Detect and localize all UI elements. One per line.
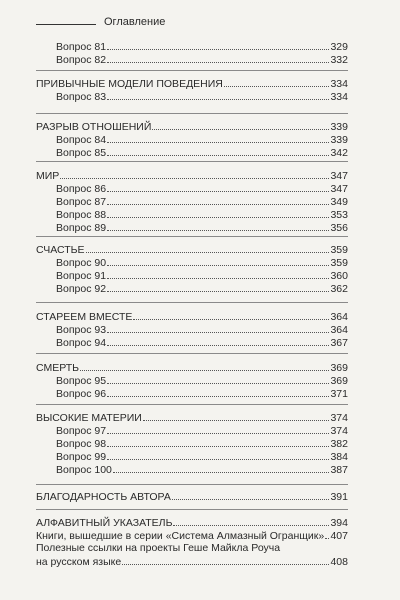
dot-leader xyxy=(107,256,329,266)
toc-entry xyxy=(36,555,348,568)
toc-page-number: 382 xyxy=(330,438,348,450)
toc-entry xyxy=(36,516,348,529)
toc-subentry xyxy=(56,146,348,159)
dot-leader xyxy=(107,195,329,205)
dot-leader xyxy=(172,490,330,500)
dot-leader xyxy=(224,77,330,87)
toc-entry-label: Вопрос 95 xyxy=(56,375,107,387)
toc-entry-label: Вопрос 96 xyxy=(56,388,107,400)
dot-leader xyxy=(107,40,329,50)
toc-page-number: 407 xyxy=(330,530,348,542)
toc-page-number: 332 xyxy=(330,54,348,66)
toc-entry xyxy=(36,542,348,555)
dot-leader xyxy=(107,437,329,447)
toc-page-number: 391 xyxy=(330,491,348,503)
toc-page-number: 339 xyxy=(330,134,348,146)
toc-subentry xyxy=(56,374,348,387)
section-divider xyxy=(36,70,348,71)
dot-leader xyxy=(107,323,329,333)
toc-entry xyxy=(36,490,348,503)
toc-page-number: 408 xyxy=(330,556,348,568)
toc-page-number: 339 xyxy=(330,121,348,133)
toc-subentry xyxy=(56,336,348,349)
dot-leader xyxy=(107,282,329,292)
toc-page-number: 360 xyxy=(330,270,348,282)
toc-entry-label: Вопрос 84 xyxy=(56,134,107,146)
dot-leader xyxy=(60,169,329,179)
section-divider xyxy=(36,404,348,405)
toc-entry xyxy=(36,310,348,323)
toc-entry xyxy=(36,411,348,424)
toc-entry-label: Вопрос 82 xyxy=(56,54,107,66)
dot-leader xyxy=(107,374,329,384)
toc-page-number: 356 xyxy=(330,222,348,234)
section-divider xyxy=(36,484,348,485)
toc-page-number: 329 xyxy=(330,41,348,53)
dot-leader xyxy=(80,361,329,371)
toc-subentry xyxy=(56,182,348,195)
toc-subentry xyxy=(56,323,348,336)
toc-entry-label: ПРИВЫЧНЫЕ МОДЕЛИ ПОВЕДЕНИЯ xyxy=(36,78,223,90)
toc-subentry xyxy=(56,133,348,146)
toc-page-number: 342 xyxy=(330,147,348,159)
section-divider xyxy=(36,161,348,162)
dot-leader xyxy=(143,411,330,421)
toc-page-number: 364 xyxy=(330,324,348,336)
toc-entry-label: Книги, вышедшие в серии «Система Алмазный Огранщик» xyxy=(36,530,325,542)
toc-entry xyxy=(36,243,348,256)
header-rule xyxy=(36,24,96,25)
toc-subentry xyxy=(56,437,348,450)
toc-entry-label: СЧАСТЬЕ xyxy=(36,244,85,256)
toc-page-number: 367 xyxy=(330,337,348,349)
toc-page-number: 334 xyxy=(330,91,348,103)
toc-entry-label: Вопрос 88 xyxy=(56,209,107,221)
toc-subentry xyxy=(56,256,348,269)
toc-subentry xyxy=(56,221,348,234)
toc-entry-label: МИР xyxy=(36,170,60,182)
toc-subentry xyxy=(56,195,348,208)
toc-entry-label: Вопрос 90 xyxy=(56,257,107,269)
toc-entry-label: СМЕРТЬ xyxy=(36,362,80,374)
toc-entry-label: Вопрос 92 xyxy=(56,283,107,295)
toc-entry-label: Вопрос 93 xyxy=(56,324,107,336)
dot-leader xyxy=(113,463,330,473)
toc-entry xyxy=(36,529,348,542)
toc-subentry xyxy=(56,90,348,103)
toc-page-number: 349 xyxy=(330,196,348,208)
toc-entry-label: ВЫСОКИЕ МАТЕРИИ xyxy=(36,412,142,424)
toc-entry xyxy=(36,77,348,90)
toc-entry-label: Вопрос 83 xyxy=(56,91,107,103)
toc-entry xyxy=(36,169,348,182)
toc-page-number: 371 xyxy=(330,388,348,400)
toc-entry-label: Вопрос 94 xyxy=(56,337,107,349)
section-divider xyxy=(36,113,348,114)
toc-entry-label: Вопрос 87 xyxy=(56,196,107,208)
toc-entry-label: Полезные ссылки на проекты Геше Майкла Роуча xyxy=(36,542,281,554)
toc-entry-label: РАЗРЫВ ОТНОШЕНИЙ xyxy=(36,121,152,133)
section-divider xyxy=(36,302,348,303)
toc-subentry xyxy=(56,450,348,463)
toc-subentry xyxy=(56,463,348,476)
toc-subentry xyxy=(56,208,348,221)
dot-leader xyxy=(107,133,329,143)
toc-subentry xyxy=(56,269,348,282)
toc-page-number: 364 xyxy=(330,311,348,323)
toc-page-number: 359 xyxy=(330,244,348,256)
toc-subentry xyxy=(56,387,348,400)
toc-page-number: 369 xyxy=(330,375,348,387)
dot-leader xyxy=(107,182,329,192)
toc-page-number: 369 xyxy=(330,362,348,374)
dot-leader xyxy=(107,221,329,231)
toc-subentry xyxy=(56,53,348,66)
dot-leader xyxy=(107,53,329,63)
toc-page-number: 353 xyxy=(330,209,348,221)
toc-subentry xyxy=(56,424,348,437)
dot-leader xyxy=(107,208,329,218)
section-divider xyxy=(36,236,348,237)
toc-entry-label: АЛФАВИТНЫЙ УКАЗАТЕЛЬ xyxy=(36,517,173,529)
dot-leader xyxy=(86,243,330,253)
dot-leader xyxy=(107,336,329,346)
toc-page-number: 362 xyxy=(330,283,348,295)
toc-entry-label: Вопрос 99 xyxy=(56,451,107,463)
dot-leader xyxy=(107,90,329,100)
toc-page-number: 334 xyxy=(330,78,348,90)
toc-page-number: 384 xyxy=(330,451,348,463)
toc-page-number: 387 xyxy=(330,464,348,476)
toc-entry-label: СТАРЕЕМ ВМЕСТЕ xyxy=(36,311,133,323)
toc-entry-label: БЛАГОДАРНОСТЬ АВТОРА xyxy=(36,491,171,503)
toc-entry-label: Вопрос 81 xyxy=(56,41,107,53)
section-divider xyxy=(36,353,348,354)
dot-leader xyxy=(107,387,329,397)
toc-entry-label: на русском языке xyxy=(36,556,122,568)
toc-page-number: 347 xyxy=(330,170,348,182)
dot-leader xyxy=(122,555,329,565)
toc-entry-label: Вопрос 97 xyxy=(56,425,107,437)
dot-leader xyxy=(107,424,329,434)
toc-entry-label: Вопрос 98 xyxy=(56,438,107,450)
dot-leader xyxy=(107,269,329,279)
dot-leader xyxy=(325,529,329,539)
toc-entry-label: Вопрос 91 xyxy=(56,270,107,282)
toc-entry-label: Вопрос 100 xyxy=(56,464,112,476)
toc-entry-label: Вопрос 85 xyxy=(56,147,107,159)
toc-page-number: 374 xyxy=(330,412,348,424)
dot-leader xyxy=(107,450,329,460)
toc-page-number: 394 xyxy=(330,517,348,529)
toc-entry xyxy=(36,120,348,133)
toc-entry-label: Вопрос 89 xyxy=(56,222,107,234)
dot-leader xyxy=(173,516,329,526)
dot-leader xyxy=(107,146,329,156)
toc-subentry xyxy=(56,40,348,53)
toc-subentry xyxy=(56,282,348,295)
page-header xyxy=(36,12,165,28)
dot-leader xyxy=(133,310,329,320)
toc-page-number: 359 xyxy=(330,257,348,269)
toc-entry xyxy=(36,361,348,374)
toc-entry-label: Вопрос 86 xyxy=(56,183,107,195)
toc-page-number: 347 xyxy=(330,183,348,195)
dot-leader xyxy=(152,120,329,130)
section-divider xyxy=(36,509,348,510)
toc-page-number: 374 xyxy=(330,425,348,437)
page-title: Оглавление xyxy=(104,16,166,28)
